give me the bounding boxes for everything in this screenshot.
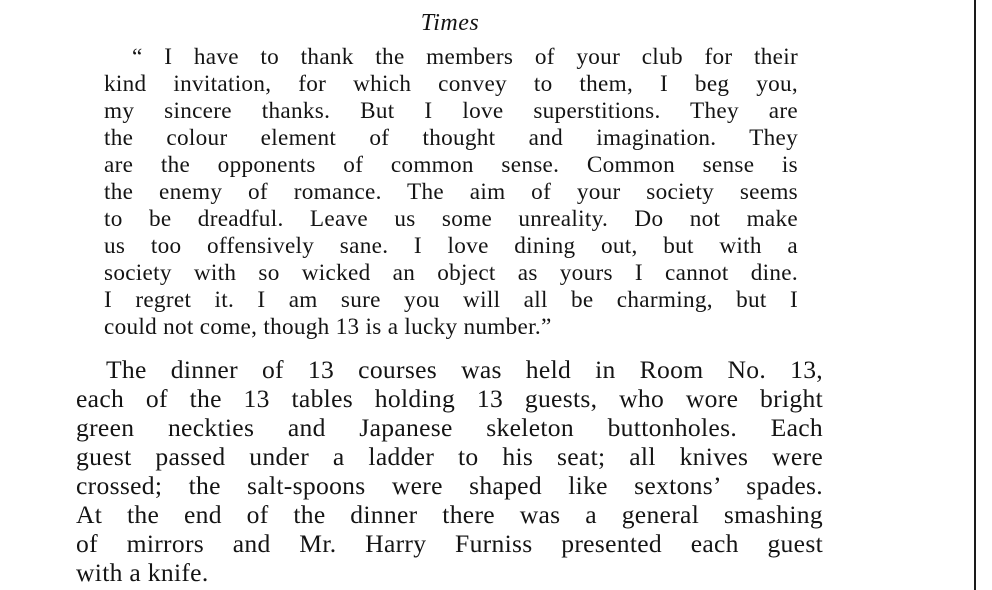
quote-line: kind invitation, for which convey to them, I beg you, xyxy=(104,71,798,97)
body-line: crossed; the salt-spoons were shaped like sextons’ spades. xyxy=(76,471,823,500)
quoted-letter xyxy=(104,44,798,341)
body-line: each of the 13 tables holding 13 guests, who wore bright xyxy=(76,384,823,413)
body-paragraph xyxy=(76,355,823,587)
body-line: The dinner of 13 courses was held in Room No. 13, xyxy=(106,355,823,384)
body-line: of mirrors and Mr. Harry Furniss presented each guest xyxy=(76,529,823,558)
quote-line: are the opponents of common sense. Common sense is xyxy=(104,152,798,178)
quote-line: my sincere thanks. But I love superstitions. They are xyxy=(104,98,798,124)
outer-margin xyxy=(976,0,992,590)
quote-line: society with so wicked an object as yours I cannot dine. xyxy=(104,260,798,286)
body-line: At the end of the dinner there was a general smashing xyxy=(76,500,823,529)
quote-line: could not come, though 13 is a lucky number.” xyxy=(104,314,552,340)
body-line: with a knife. xyxy=(76,558,209,587)
running-head-title: Times xyxy=(420,10,480,36)
body-line: guest passed under a ladder to his seat; all knives were xyxy=(76,442,823,471)
quote-line: to be dreadful. Leave us some unreality. Do not make xyxy=(104,206,798,232)
quote-line: I regret it. I am sure you will all be charming, but I xyxy=(104,287,798,313)
quote-line: us too offensively sane. I love dining out, but with a xyxy=(104,233,798,259)
quote-line: “ I have to thank the members of your club for their xyxy=(132,44,798,70)
quote-line: the enemy of romance. The aim of your society seems xyxy=(104,179,798,205)
body-line: green neckties and Japanese skeleton buttonholes. Each xyxy=(76,413,823,442)
quote-line: the colour element of thought and imagination. They xyxy=(104,125,798,151)
